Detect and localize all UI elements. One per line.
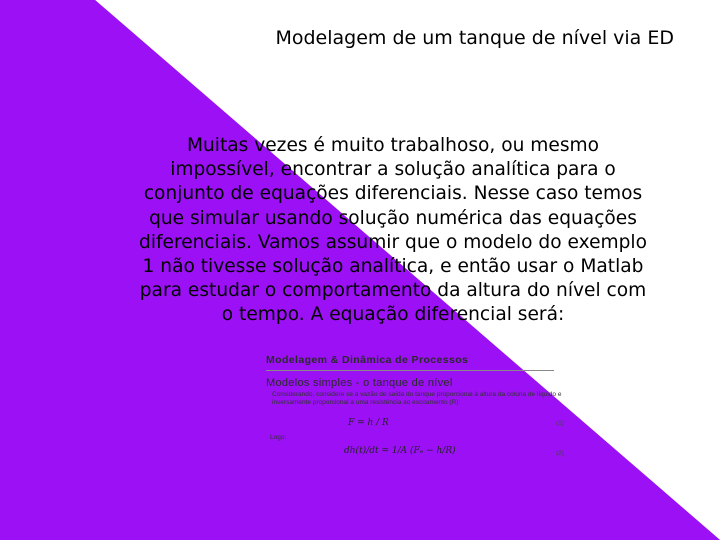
embedded-slide-image bbox=[258, 350, 588, 480]
equation-1-number: (1) bbox=[556, 420, 564, 427]
embedded-subtitle: Modelos simples - o tanque de nível bbox=[266, 377, 453, 389]
embedded-paragraph: Considerando, considere se a vazão de saída do tanque proporcional à altura da coluna de líquido e inversamente proporcional a uma resistência ao escoamento (R): bbox=[272, 391, 562, 406]
embedded-divider bbox=[266, 370, 554, 371]
equation-2-number: (2) bbox=[556, 450, 564, 457]
equation-2: dh(t)/dt = 1/A (Fₑ − h/R) bbox=[344, 446, 456, 456]
equation-1: F = h / R bbox=[348, 418, 389, 428]
logo-label: Logo: bbox=[270, 434, 287, 441]
embedded-header: Modelagem & Dinâmica de Processos bbox=[266, 354, 469, 366]
slide-body-text: Muitas vezes é muito trabalhoso, ou mesmo impossível, encontrar a solução analítica para o conjunto de equações diferenciais. Nesse caso temos que simular usando solução numérica das equações diferenciais. Vamos assumir que o modelo do exemplo 1 não tivesse solução analítica, e então usar o Matlab para estudar o comportamento da altura do nível com o tempo. A equação diferencial será: bbox=[139, 135, 647, 326]
slide-title: Modelagem de um tanque de nível via ED bbox=[275, 27, 674, 49]
